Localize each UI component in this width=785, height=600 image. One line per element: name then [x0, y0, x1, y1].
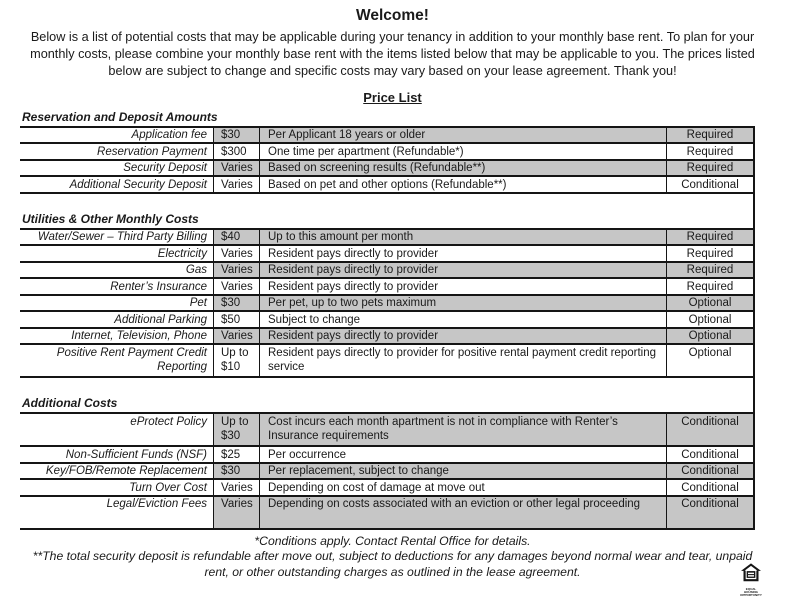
- status-cell: Optional: [666, 345, 753, 376]
- price-cell: Varies: [213, 497, 260, 528]
- price-cell: Varies: [213, 279, 260, 294]
- price-cell: $40: [213, 230, 260, 245]
- label-cell: Reservation Payment: [97, 145, 207, 158]
- label-cell: Pet: [189, 297, 207, 310]
- table-row: [20, 412, 753, 445]
- label-cell: Legal/Eviction Fees: [106, 498, 207, 511]
- price-cell: Varies: [213, 177, 260, 192]
- status-cell: Optional: [666, 296, 753, 311]
- section-rows: [20, 228, 753, 379]
- price-cell: $25: [213, 447, 260, 462]
- desc-cell: Resident pays directly to provider: [260, 329, 666, 344]
- desc-cell: Resident pays directly to provider: [260, 263, 666, 278]
- table-row: [20, 228, 753, 245]
- price-cell: Varies: [213, 329, 260, 344]
- table-row: [20, 462, 753, 479]
- table-row: [20, 310, 753, 327]
- table-row: [20, 294, 753, 311]
- price-cell: $50: [213, 312, 260, 327]
- price-table-body: [20, 126, 755, 530]
- label-cell: Key/FOB/Remote Replacement: [45, 465, 207, 478]
- status-cell: Required: [666, 246, 753, 261]
- label-cell: Security Deposit: [123, 162, 207, 175]
- price-cell: Varies: [213, 161, 260, 176]
- label-cell: Internet, Television, Phone: [71, 330, 207, 343]
- status-cell: Conditional: [666, 480, 753, 495]
- equal-housing-house-icon: [741, 563, 761, 582]
- status-cell: Conditional: [666, 414, 753, 445]
- status-cell: Required: [666, 144, 753, 159]
- table-row: [20, 478, 753, 495]
- desc-cell: Resident pays directly to provider for positive rental payment credit reporting service: [268, 346, 656, 374]
- status-cell: Required: [666, 161, 753, 176]
- desc-cell: Depending on cost of damage at move out: [268, 481, 485, 494]
- price-cell: Varies: [213, 246, 260, 261]
- equal-housing-caption: EQUAL HOUSING OPPORTUNITY: [740, 587, 762, 597]
- desc-cell: Per occurrence: [268, 448, 346, 461]
- section-rows: [20, 126, 753, 194]
- section-heading-reservation: Reservation and Deposit Amounts: [22, 109, 218, 124]
- section-rows: [20, 412, 753, 530]
- price-cell: $30: [213, 464, 260, 479]
- status-cell: Optional: [666, 329, 753, 344]
- intro-paragraph: Below is a list of potential costs that may be applicable during your tenancy in addition to your monthly base rent. To plan for your monthly costs, please combine your monthly base rent with the items listed below that may be applicable to you. The prices listed below are subject to change and specific costs may vary based on your lease agreement. Thank you!: [30, 30, 755, 79]
- price-cell: Varies: [213, 263, 260, 278]
- status-cell: Required: [666, 128, 753, 143]
- label-cell: Turn Over Cost: [129, 481, 207, 494]
- label-cell: Additional Security Deposit: [69, 178, 207, 191]
- status-cell: Required: [666, 263, 753, 278]
- table-row: [20, 175, 753, 192]
- section-heading: Utilities & Other Monthly Costs: [22, 211, 199, 226]
- desc-cell: Cost incurs each month apartment is not in compliance with Renter’s Insurance requirements: [260, 414, 666, 445]
- label-cell: Additional Parking: [114, 313, 207, 326]
- desc-cell: Depending on costs associated with an eviction or other legal proceeding: [260, 497, 666, 528]
- table-row: [20, 445, 753, 462]
- desc-cell: Per pet, up to two pets maximum: [260, 296, 666, 311]
- desc-cell: Resident pays directly to provider: [268, 280, 439, 293]
- footnote-conditions: *Conditions apply. Contact Rental Office for details.: [254, 533, 531, 548]
- footnote-security-deposit: **The total security deposit is refundable after move out, subject to deductions for any damages beyond normal wear and tear, unpaid rent, or other outstanding charges as outlined in the lease agreement.: [32, 549, 753, 579]
- table-row: [20, 343, 753, 376]
- desc-cell: Based on pet and other options (Refundable**): [268, 178, 507, 191]
- page-title: Welcome!: [356, 7, 429, 24]
- equal-housing-opportunity-logo: [740, 563, 762, 597]
- label-cell: Water/Sewer – Third Party Billing: [37, 231, 207, 244]
- status-cell: Conditional: [666, 177, 753, 192]
- table-row: [20, 244, 753, 261]
- label-cell: Electricity: [157, 247, 207, 260]
- price-cell: Up to $10: [213, 345, 260, 376]
- price-list-title: [0, 81, 785, 105]
- label-cell: Positive Rent Payment Credit Reporting: [56, 346, 207, 374]
- desc-cell: Per replacement, subject to change: [260, 464, 666, 479]
- table-row: [20, 327, 753, 344]
- table-row: [20, 159, 753, 176]
- desc-cell: Based on screening results (Refundable**): [260, 161, 666, 176]
- desc-cell: Up to this amount per month: [260, 230, 666, 245]
- table-row: [20, 126, 753, 143]
- label-cell: Non-Sufficient Funds (NSF): [65, 448, 207, 461]
- status-cell: Conditional: [666, 464, 753, 479]
- label-cell: Gas: [185, 264, 207, 277]
- status-cell: Conditional: [666, 447, 753, 462]
- desc-cell: Resident pays directly to provider: [268, 247, 439, 260]
- desc-cell: One time per apartment (Refundable*): [268, 145, 464, 158]
- table-row: [20, 495, 753, 528]
- status-cell: Optional: [666, 312, 753, 327]
- desc-cell: Subject to change: [268, 313, 361, 326]
- price-table: [20, 110, 755, 530]
- table-row: [20, 277, 753, 294]
- price-list-title-text: Price List: [363, 89, 422, 105]
- price-cell: $300: [213, 144, 260, 159]
- status-cell: Required: [666, 230, 753, 245]
- price-cell: $30: [213, 296, 260, 311]
- label-cell: eProtect Policy: [130, 415, 207, 428]
- section-heading: Additional Costs: [22, 396, 118, 411]
- table-row: [20, 261, 753, 278]
- label-cell: Application fee: [131, 129, 207, 142]
- label-cell: Renter’s Insurance: [110, 280, 207, 293]
- table-row: [20, 142, 753, 159]
- status-cell: Conditional: [666, 497, 753, 528]
- price-cell: Varies: [213, 480, 260, 495]
- price-cell: $30: [213, 128, 260, 143]
- status-cell: Required: [666, 279, 753, 294]
- desc-cell: Per Applicant 18 years or older: [260, 128, 666, 143]
- price-cell: Up to $30: [213, 414, 260, 445]
